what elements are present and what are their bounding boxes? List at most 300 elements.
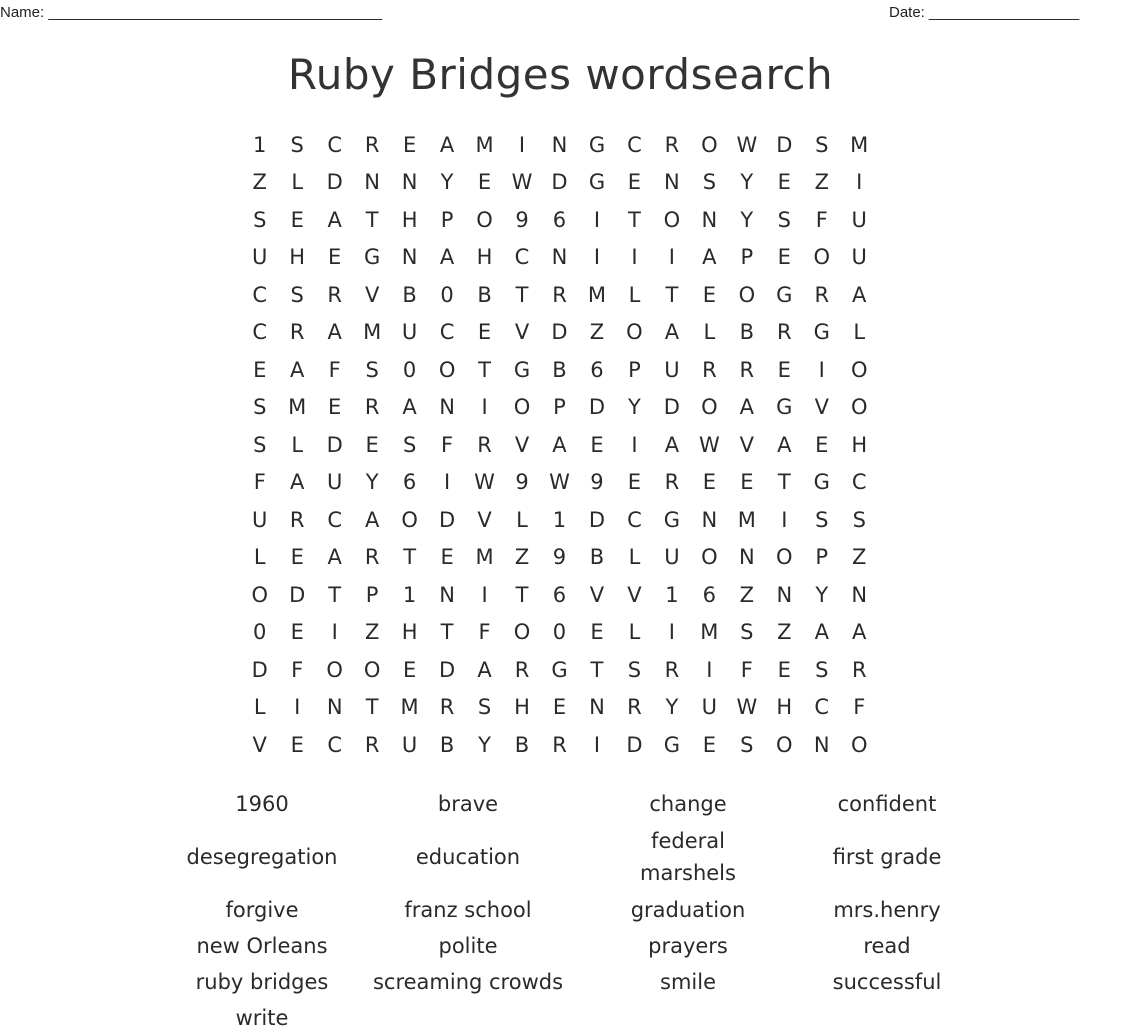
grid-letter: D xyxy=(626,732,643,757)
grid-letter: Z xyxy=(252,170,267,195)
grid-letter: T xyxy=(515,282,529,307)
grid-letter: R xyxy=(552,732,567,757)
grid-letter: E xyxy=(477,170,492,195)
grid-letter: O xyxy=(363,657,381,682)
grid-letter: 0 xyxy=(402,357,417,382)
grid-letter: R xyxy=(289,507,305,532)
grid-letter: I xyxy=(593,207,601,232)
grid-letter: H xyxy=(851,432,868,457)
grid-letter: Z xyxy=(777,620,792,645)
grid-letter: D xyxy=(551,170,568,195)
grid-letter: 9 xyxy=(515,470,529,495)
grid-letter: E xyxy=(815,432,829,457)
grid-letter: H xyxy=(401,207,418,232)
grid-letter: M xyxy=(587,282,607,307)
grid-letter: R xyxy=(364,732,380,757)
grid-letter: A xyxy=(852,620,867,645)
grid-letter: U xyxy=(326,470,343,495)
word-bank-item: write xyxy=(235,1006,289,1030)
grid-letter: E xyxy=(328,245,342,270)
grid-letter: D xyxy=(551,320,568,345)
grid-letter: I xyxy=(818,357,825,382)
grid-letter: 9 xyxy=(515,207,529,232)
grid-letter: U xyxy=(851,245,867,270)
grid-letter: M xyxy=(475,132,494,157)
grid-letter: C xyxy=(627,132,642,157)
grid-letter: P xyxy=(440,207,454,232)
grid-letter: O xyxy=(701,132,718,157)
date-field[interactable]: Date: __________________ xyxy=(889,4,1080,21)
grid-letter: R xyxy=(364,545,380,570)
grid-letter: 1 xyxy=(402,582,417,607)
grid-letter: N xyxy=(589,695,605,720)
grid-letter: H xyxy=(289,245,306,270)
grid-letter: R xyxy=(289,320,305,345)
word-bank-item: polite xyxy=(438,934,498,958)
word-bank-item: ruby bridges xyxy=(195,970,329,994)
grid-letter: V xyxy=(252,732,267,757)
grid-letter: V xyxy=(589,582,605,607)
grid-letter: Z xyxy=(852,545,867,570)
grid-letter: 0 xyxy=(552,620,567,645)
word-bank-item: education xyxy=(415,845,521,869)
grid-letter: R xyxy=(627,695,642,720)
grid-letter: 0 xyxy=(440,282,454,307)
grid-letter: I xyxy=(856,170,863,195)
grid-letter: H xyxy=(401,620,418,645)
grid-letter: O xyxy=(401,507,418,532)
grid-letter: F xyxy=(328,357,341,382)
grid-letter: R xyxy=(664,657,680,682)
grid-letter: G xyxy=(364,245,381,270)
grid-letter: R xyxy=(364,395,380,420)
grid-letter: 6 xyxy=(590,357,604,382)
grid-letter: Y xyxy=(740,207,754,232)
grid-row xyxy=(241,651,878,689)
grid-letter: D xyxy=(438,657,456,682)
grid-letter: A xyxy=(814,620,829,645)
grid-letter: N xyxy=(439,582,455,607)
grid-letter: O xyxy=(701,395,718,420)
grid-letter: O xyxy=(626,320,643,345)
word-bank-item: brave xyxy=(437,792,499,816)
grid-letter: 1 xyxy=(552,507,567,532)
grid-letter: S xyxy=(740,620,754,645)
grid-letter: A xyxy=(364,507,380,532)
grid-letter: Z xyxy=(589,320,605,345)
grid-letter: L xyxy=(291,170,304,195)
grid-row xyxy=(241,351,878,389)
grid-letter: C xyxy=(851,470,867,495)
grid-row xyxy=(241,276,878,314)
grid-letter: S xyxy=(290,282,304,307)
grid-letter: D xyxy=(588,395,606,420)
grid-letter: E xyxy=(552,695,567,720)
grid-letter: T xyxy=(478,357,491,382)
grid-letter: F xyxy=(815,207,828,232)
grid-row xyxy=(241,426,878,464)
grid-letter: O xyxy=(326,657,343,682)
grid-letter: D xyxy=(326,170,343,195)
word-bank-item: confident xyxy=(837,792,937,816)
grid-letter: F xyxy=(253,470,266,495)
word-bank-item: federal marshels xyxy=(640,829,736,885)
grid-letter: O xyxy=(513,620,531,645)
grid-letter: H xyxy=(514,695,530,720)
grid-letter: G xyxy=(513,357,531,382)
grid-letter: N xyxy=(664,170,680,195)
grid-letter: B xyxy=(439,732,455,757)
grid-letter: S xyxy=(290,132,304,157)
grid-letter: N xyxy=(851,582,868,607)
grid-letter: 6 xyxy=(402,470,417,495)
grid-letter: E xyxy=(328,395,342,420)
grid-letter: I xyxy=(668,620,675,645)
word-bank-item: change xyxy=(649,792,727,816)
grid-letter: I xyxy=(518,132,526,157)
grid-letter: E xyxy=(440,545,454,570)
grid-letter: T xyxy=(365,207,379,232)
grid-letter: R xyxy=(364,132,380,157)
grid-letter: G xyxy=(663,732,681,757)
grid-letter: R xyxy=(814,282,830,307)
grid-letter: N xyxy=(701,207,718,232)
grid-letter: 0 xyxy=(253,620,267,645)
grid-letter: W xyxy=(736,132,758,157)
word-bank-item: prayers xyxy=(648,934,728,958)
grid-letter: T xyxy=(515,582,529,607)
grid-letter: O xyxy=(701,545,718,570)
grid-letter: B xyxy=(552,357,567,382)
grid-letter: O xyxy=(438,357,456,382)
grid-letter: S xyxy=(815,657,829,682)
grid-letter: O xyxy=(850,732,868,757)
grid-letter: T xyxy=(665,282,679,307)
grid-letter: M xyxy=(700,620,719,645)
grid-letter: U xyxy=(252,245,268,270)
grid-letter: E xyxy=(590,432,604,457)
grid-letter: C xyxy=(327,732,342,757)
grid-letter: V xyxy=(514,320,530,345)
grid-letter: B xyxy=(402,282,417,307)
grid-letter: W xyxy=(474,470,495,495)
grid-letter: 6 xyxy=(552,207,567,232)
grid-letter: V xyxy=(364,282,380,307)
grid-letter: R xyxy=(327,282,342,307)
grid-letter: G xyxy=(551,657,568,682)
grid-letter: O xyxy=(850,395,868,420)
grid-letter: Y xyxy=(740,170,754,195)
grid-letter: A xyxy=(290,470,305,495)
grid-letter: B xyxy=(589,545,605,570)
word-bank-item: desegregation xyxy=(186,845,338,869)
word-bank-item: mrs.henry xyxy=(833,898,941,922)
grid-letter: L xyxy=(628,282,641,307)
word-bank xyxy=(156,786,966,1036)
grid-letter: O xyxy=(513,395,531,420)
grid-letter: D xyxy=(776,132,793,157)
grid-letter: L xyxy=(253,545,266,570)
grid-letter: S xyxy=(253,432,267,457)
grid-letter: Z xyxy=(814,170,829,195)
grid-row xyxy=(241,314,878,352)
grid-letter: I xyxy=(331,620,338,645)
grid-letter: R xyxy=(439,695,455,720)
grid-letter: S xyxy=(253,207,267,232)
grid-letter: E xyxy=(290,545,304,570)
word-bank-item: 1960 xyxy=(235,792,289,816)
grid-letter: D xyxy=(588,507,606,532)
grid-row xyxy=(241,614,878,652)
grid-letter: S xyxy=(402,432,417,457)
grid-letter: O xyxy=(663,207,681,232)
grid-letter: P xyxy=(365,582,379,607)
grid-letter: D xyxy=(438,507,456,532)
grid-letter: O xyxy=(776,545,793,570)
grid-letter: W xyxy=(736,695,758,720)
grid-letter: I xyxy=(481,395,488,420)
grid-letter: Z xyxy=(514,545,530,570)
grid-letter: R xyxy=(664,470,680,495)
grid-letter: N xyxy=(738,545,755,570)
letter-grid xyxy=(241,126,878,764)
grid-letter: E xyxy=(402,132,417,157)
grid-letter: I xyxy=(781,507,788,532)
grid-letter: C xyxy=(514,245,530,270)
grid-letter: H xyxy=(476,245,493,270)
grid-letter: A xyxy=(852,282,867,307)
grid-letter: N xyxy=(701,507,718,532)
grid-letter: R xyxy=(664,132,680,157)
grid-letter: A xyxy=(327,320,342,345)
grid-letter: E xyxy=(477,320,492,345)
grid-letter: W xyxy=(511,170,533,195)
page-title: Ruby Bridges wordsearch xyxy=(287,50,834,99)
grid-letter: O xyxy=(251,582,268,607)
grid-letter: A xyxy=(552,432,567,457)
grid-letter: S xyxy=(852,507,866,532)
grid-row xyxy=(241,464,878,502)
grid-letter: S xyxy=(815,132,829,157)
grid-letter: E xyxy=(777,170,791,195)
grid-letter: Z xyxy=(739,582,755,607)
grid-letter: Y xyxy=(665,695,679,720)
grid-letter: Y xyxy=(478,732,491,757)
grid-letter: P xyxy=(740,245,754,270)
grid-letter: N xyxy=(813,732,830,757)
grid-row xyxy=(241,201,878,239)
grid-letter: L xyxy=(853,320,866,345)
grid-letter: 6 xyxy=(702,582,717,607)
grid-letter: A xyxy=(664,320,680,345)
grid-letter: S xyxy=(627,657,642,682)
grid-letter: M xyxy=(400,695,419,720)
grid-row xyxy=(241,126,878,164)
grid-letter: R xyxy=(739,357,755,382)
grid-letter: D xyxy=(251,657,268,682)
grid-letter: S xyxy=(365,357,379,382)
grid-letter: B xyxy=(739,320,755,345)
grid-letter: I xyxy=(443,470,451,495)
grid-letter: E xyxy=(702,282,716,307)
grid-letter: T xyxy=(628,207,641,232)
grid-letter: O xyxy=(476,207,493,232)
grid-letter: U xyxy=(401,320,418,345)
grid-row xyxy=(241,576,878,614)
grid-letter: C xyxy=(627,507,642,532)
grid-row xyxy=(241,726,878,764)
grid-letter: N xyxy=(401,245,418,270)
grid-letter: T xyxy=(403,545,417,570)
grid-letter: N xyxy=(439,395,455,420)
grid-letter: E xyxy=(777,357,791,382)
grid-row xyxy=(241,501,878,539)
grid-letter: A xyxy=(664,432,680,457)
grid-letter: C xyxy=(327,132,342,157)
grid-letter: R xyxy=(552,282,567,307)
grid-letter: E xyxy=(702,470,716,495)
grid-letter: V xyxy=(739,432,755,457)
grid-letter: S xyxy=(702,170,717,195)
grid-letter: L xyxy=(516,507,528,532)
grid-letter: 1 xyxy=(253,132,267,157)
grid-letter: O xyxy=(850,357,868,382)
grid-letter: R xyxy=(514,657,530,682)
name-field[interactable]: Name: ________________________________________ xyxy=(0,4,383,21)
grid-letter: R xyxy=(851,657,867,682)
grid-letter: N xyxy=(364,170,380,195)
grid-letter: L xyxy=(703,320,716,345)
grid-letter: R xyxy=(777,320,792,345)
grid-letter: L xyxy=(628,620,641,645)
grid-letter: R xyxy=(702,357,717,382)
grid-letter: G xyxy=(588,170,606,195)
grid-letter: G xyxy=(588,132,606,157)
word-bank-item: graduation xyxy=(630,898,746,922)
grid-letter: S xyxy=(477,695,492,720)
grid-letter: C xyxy=(814,695,830,720)
grid-letter: D xyxy=(326,432,343,457)
grid-letter: B xyxy=(477,282,492,307)
grid-letter: D xyxy=(289,582,306,607)
grid-letter: I xyxy=(294,695,301,720)
grid-letter: G xyxy=(663,507,681,532)
grid-letter: I xyxy=(593,732,601,757)
grid-letter: 1 xyxy=(665,582,679,607)
grid-letter: H xyxy=(776,695,793,720)
grid-letter: Y xyxy=(365,470,379,495)
grid-letter: E xyxy=(702,732,716,757)
grid-letter: C xyxy=(252,282,268,307)
grid-letter: N xyxy=(551,245,568,270)
grid-letter: E xyxy=(777,245,791,270)
grid-letter: A xyxy=(327,545,342,570)
grid-letter: I xyxy=(593,245,601,270)
grid-letter: C xyxy=(439,320,455,345)
grid-letter: Z xyxy=(364,620,380,645)
grid-letter: M xyxy=(475,545,494,570)
word-bank-item: forgive xyxy=(225,898,299,922)
grid-letter: E xyxy=(253,357,267,382)
grid-letter: P xyxy=(553,395,566,420)
grid-letter: E xyxy=(590,620,604,645)
grid-letter: N xyxy=(551,132,568,157)
grid-letter: U xyxy=(664,357,680,382)
grid-letter: S xyxy=(777,207,791,232)
grid-letter: C xyxy=(327,507,342,532)
grid-letter: Y xyxy=(628,395,641,420)
word-bank-item: new Orleans xyxy=(196,934,328,958)
grid-row xyxy=(241,689,878,727)
word-bank-item: read xyxy=(863,934,911,958)
grid-letter: Y xyxy=(815,582,829,607)
grid-letter: G xyxy=(813,320,830,345)
grid-letter: I xyxy=(631,245,638,270)
grid-letter: M xyxy=(288,395,307,420)
grid-letter: A xyxy=(402,395,417,420)
grid-letter: I xyxy=(481,582,488,607)
grid-letter: E xyxy=(290,207,304,232)
grid-letter: A xyxy=(439,245,455,270)
grid-letter: E xyxy=(777,657,791,682)
grid-letter: N xyxy=(776,582,793,607)
grid-letter: F xyxy=(291,657,304,682)
grid-letter: T xyxy=(440,620,454,645)
word-bank-item: successful xyxy=(832,970,942,994)
grid-letter: I xyxy=(706,657,713,682)
grid-letter: P xyxy=(628,357,641,382)
grid-letter: N xyxy=(326,695,343,720)
grid-letter: E xyxy=(627,470,642,495)
grid-letter: S xyxy=(815,507,829,532)
grid-letter: A xyxy=(777,432,792,457)
grid-letter: S xyxy=(740,732,754,757)
grid-letter: A xyxy=(477,657,492,682)
word-bank-item: smile xyxy=(660,970,716,994)
grid-letter: G xyxy=(813,470,830,495)
grid-letter: E xyxy=(627,170,642,195)
grid-letter: Y xyxy=(440,170,454,195)
grid-letter: B xyxy=(514,732,530,757)
grid-letter: F xyxy=(853,695,866,720)
grid-letter: A xyxy=(290,357,305,382)
grid-letter: M xyxy=(850,132,869,157)
grid-letter: D xyxy=(663,395,680,420)
grid-letter: I xyxy=(631,432,638,457)
grid-row xyxy=(241,539,878,577)
grid-letter: U xyxy=(701,695,718,720)
grid-letter: T xyxy=(777,470,791,495)
grid-letter: O xyxy=(738,282,756,307)
grid-letter: L xyxy=(253,695,266,720)
grid-letter: L xyxy=(291,432,304,457)
grid-letter: E xyxy=(290,732,304,757)
grid-letter: T xyxy=(328,582,342,607)
grid-letter: C xyxy=(252,320,268,345)
grid-letter: U xyxy=(401,732,418,757)
grid-letter: F xyxy=(441,432,454,457)
grid-row xyxy=(241,164,878,202)
grid-letter: A xyxy=(439,132,455,157)
grid-letter: E xyxy=(365,432,379,457)
grid-letter: A xyxy=(739,395,755,420)
grid-letter: M xyxy=(737,507,756,532)
grid-letter: S xyxy=(253,395,267,420)
grid-letter: W xyxy=(549,470,570,495)
grid-letter: T xyxy=(590,657,604,682)
grid-letter: E xyxy=(402,657,417,682)
grid-letter: E xyxy=(740,470,754,495)
